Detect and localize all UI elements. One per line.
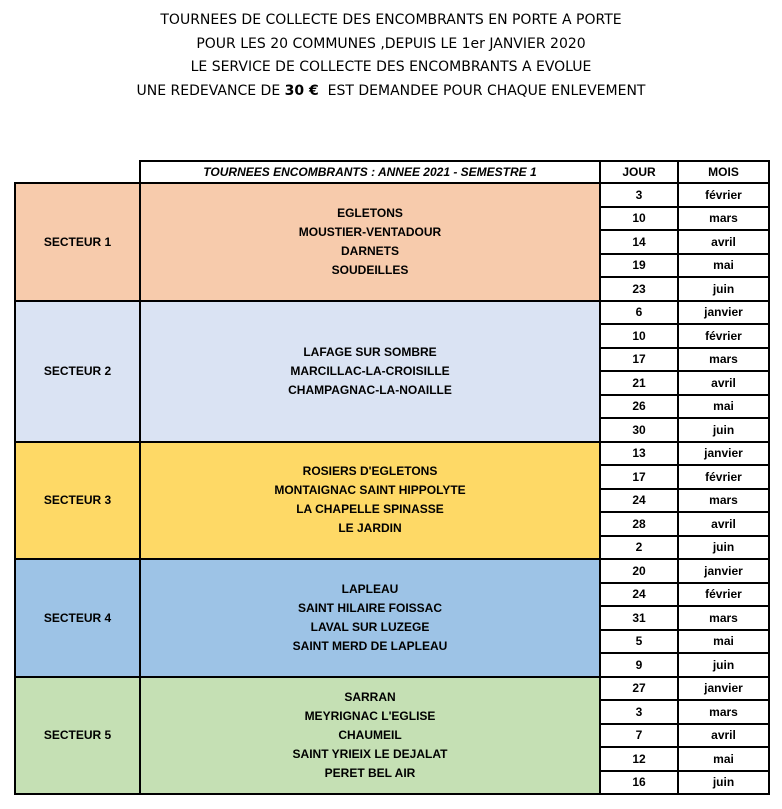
collection-month: avril	[678, 230, 769, 254]
commune-name: SAINT YRIEIX LE DEJALAT	[292, 746, 448, 761]
collection-month: mai	[678, 747, 769, 771]
collection-month: mars	[678, 700, 769, 724]
collection-day: 21	[600, 371, 678, 395]
col-header-month: MOIS	[678, 161, 769, 183]
schedule-table	[14, 160, 770, 795]
collection-day: 23	[600, 277, 678, 301]
table-body	[15, 183, 769, 794]
intro-line-3: LE SERVICE DE COLLECTE DES ENCOMBRANTS A EVOLUE	[190, 59, 592, 75]
collection-month: juin	[678, 653, 769, 677]
commune-name: LE JARDIN	[338, 521, 402, 536]
sector-communes	[140, 559, 600, 677]
sector-communes	[140, 677, 600, 795]
collection-day: 12	[600, 747, 678, 771]
intro-line-4-prefix: UNE REDEVANCE DE	[136, 82, 281, 99]
commune-name: MEYRIGNAC L'EGLISE	[304, 708, 436, 723]
collection-day: 20	[600, 559, 678, 583]
sector-label: SECTEUR 2	[15, 301, 140, 442]
commune-name: LA CHAPELLE SPINASSE	[296, 502, 444, 517]
collection-day: 31	[600, 606, 678, 630]
collection-month: février	[678, 183, 769, 207]
table-row	[15, 677, 769, 701]
commune-name: PERET BEL AIR	[324, 765, 416, 780]
collection-month: février	[678, 324, 769, 348]
table-title: TOURNEES ENCOMBRANTS : ANNEE 2021 - SEMESTRE 1	[140, 161, 600, 183]
collection-day: 13	[600, 442, 678, 466]
collection-month: février	[678, 583, 769, 607]
collection-day: 2	[600, 536, 678, 560]
collection-month: avril	[678, 371, 769, 395]
table-row	[15, 442, 769, 466]
commune-name: MARCILLAC-LA-CROISILLE	[290, 363, 450, 378]
sector-communes	[140, 301, 600, 442]
collection-month: janvier	[678, 442, 769, 466]
commune-name: EGLETONS	[337, 205, 403, 220]
collection-day: 10	[600, 324, 678, 348]
collection-month: juin	[678, 536, 769, 560]
table-header-row	[15, 161, 769, 183]
collection-month: mars	[678, 207, 769, 231]
commune-name: CHAMPAGNAC-LA-NOAILLE	[288, 382, 452, 397]
col-header-day: JOUR	[600, 161, 678, 183]
commune-name: SOUDEILLES	[331, 262, 409, 277]
collection-day: 14	[600, 230, 678, 254]
collection-day: 19	[600, 254, 678, 278]
collection-day: 26	[600, 395, 678, 419]
commune-name: CHAUMEIL	[338, 727, 402, 742]
collection-day: 24	[600, 489, 678, 513]
commune-name: SAINT MERD DE LAPLEAU	[292, 638, 448, 653]
intro-line-1: TOURNEES DE COLLECTE DES ENCOMBRANTS EN PORTE A PORTE	[160, 12, 622, 28]
collection-day: 16	[600, 771, 678, 795]
table-row	[15, 183, 769, 207]
collection-month: janvier	[678, 301, 769, 325]
collection-month: juin	[678, 277, 769, 301]
table-row	[15, 559, 769, 583]
collection-month: avril	[678, 512, 769, 536]
collection-month: mai	[678, 395, 769, 419]
collection-month: février	[678, 465, 769, 489]
commune-name: SARRAN	[344, 689, 396, 704]
commune-name: SAINT HILAIRE FOISSAC	[297, 600, 442, 615]
intro-line-2: POUR LES 20 COMMUNES ,DEPUIS LE 1er JANVIER 2020	[196, 35, 586, 52]
collection-day: 10	[600, 207, 678, 231]
collection-month: juin	[678, 771, 769, 795]
commune-name: LAVAL SUR LUZEGE	[310, 619, 430, 634]
intro-text	[0, 9, 782, 103]
commune-name: ROSIERS D'EGLETONS	[302, 464, 438, 479]
collection-day: 17	[600, 348, 678, 372]
collection-day: 6	[600, 301, 678, 325]
collection-day: 3	[600, 183, 678, 207]
fee-amount: 30 €	[284, 82, 319, 99]
commune-name: MONTAIGNAC SAINT HIPPOLYTE	[274, 483, 466, 498]
collection-day: 28	[600, 512, 678, 536]
collection-month: mai	[678, 630, 769, 654]
intro-line-4-suffix: EST DEMANDEE POUR CHAQUE ENLEVEMENT	[327, 82, 646, 99]
collection-day: 9	[600, 653, 678, 677]
collection-day: 24	[600, 583, 678, 607]
collection-day: 27	[600, 677, 678, 701]
collection-day: 3	[600, 700, 678, 724]
sector-label: SECTEUR 3	[15, 442, 140, 560]
collection-month: mars	[678, 348, 769, 372]
commune-name: LAPLEAU	[341, 581, 399, 596]
table-row	[15, 301, 769, 325]
collection-month: janvier	[678, 559, 769, 583]
collection-month: mars	[678, 606, 769, 630]
sector-label: SECTEUR 5	[15, 677, 140, 795]
header-spacer	[15, 161, 140, 183]
collection-day: 5	[600, 630, 678, 654]
commune-name: LAFAGE SUR SOMBRE	[303, 344, 437, 359]
collection-day: 7	[600, 724, 678, 748]
commune-name: DARNETS	[340, 243, 399, 258]
sector-communes	[140, 442, 600, 560]
sector-communes	[140, 183, 600, 301]
commune-name: MOUSTIER-VENTADOUR	[298, 224, 442, 239]
sector-label: SECTEUR 1	[15, 183, 140, 301]
collection-month: avril	[678, 724, 769, 748]
collection-day: 30	[600, 418, 678, 442]
collection-month: janvier	[678, 677, 769, 701]
intro-line-4	[0, 80, 782, 104]
collection-day: 17	[600, 465, 678, 489]
sector-label: SECTEUR 4	[15, 559, 140, 677]
collection-month: juin	[678, 418, 769, 442]
collection-month: mai	[678, 254, 769, 278]
collection-month: mars	[678, 489, 769, 513]
